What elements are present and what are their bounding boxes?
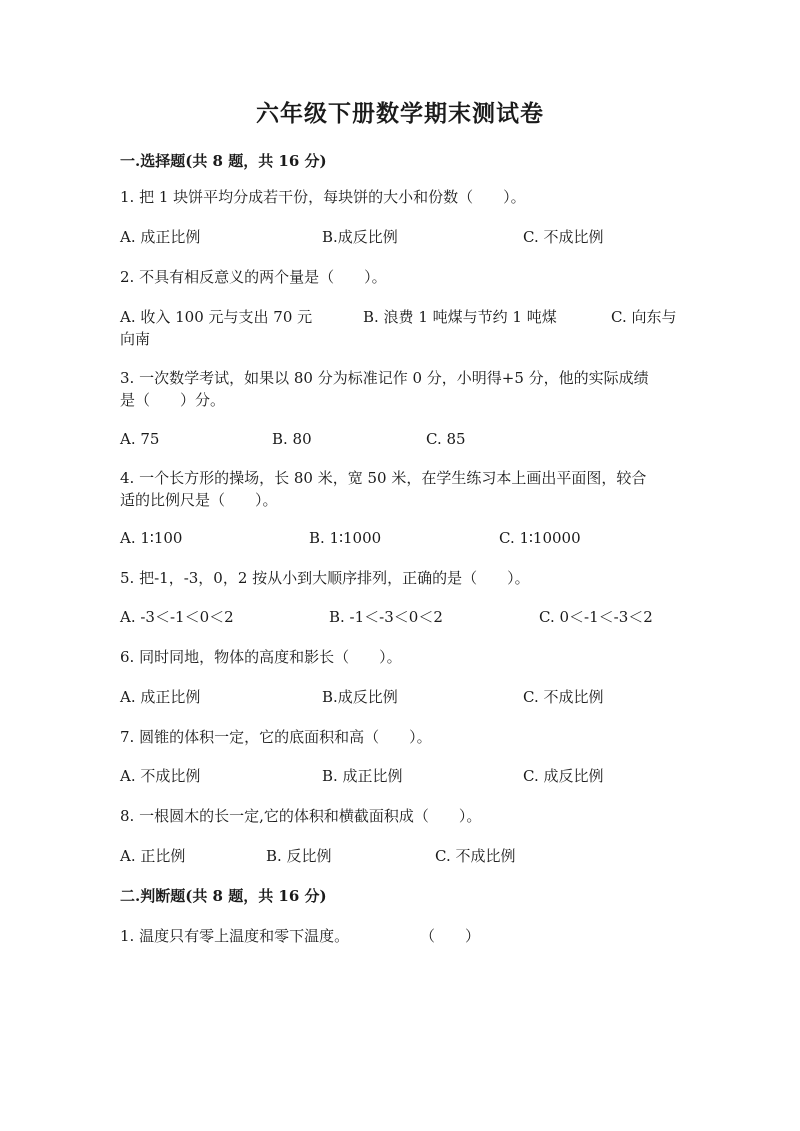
question-6: 6. 同时同地，物体的高度和影长（ ）。 xyxy=(120,648,402,666)
option-a: A. 1∶100 xyxy=(120,529,183,547)
option-a: A. 成正比例 xyxy=(120,688,201,706)
question-3 xyxy=(120,367,680,411)
option-c: C. 成反比例 xyxy=(523,767,604,785)
option-c: C. 0＜-1＜-3＜2 xyxy=(539,608,653,626)
option-b: B. 反比例 xyxy=(266,847,332,865)
question-5: 5. 把-1，-3，0，2 按从小到大顺序排列，正确的是（ ）。 xyxy=(120,569,530,587)
option-b: B. 1∶1000 xyxy=(309,529,382,547)
section-heading-choice: 一.选择题(共 8 题，共 16 分) xyxy=(120,152,327,170)
option-b: B.成反比例 xyxy=(322,688,398,706)
option-b: B. 成正比例 xyxy=(322,767,403,785)
options-2 xyxy=(120,306,690,350)
option-c-continued: 向南 xyxy=(120,330,151,348)
option-a: A. 成正比例 xyxy=(120,228,201,246)
options-8 xyxy=(120,845,690,867)
option-c: C. 85 xyxy=(426,430,466,448)
option-c: C. 向东与 xyxy=(611,308,677,326)
judgement-question-1-text: 1. 温度只有零上温度和零下温度。 xyxy=(120,927,350,945)
question-8: 8. 一根圆木的长一定,它的体积和横截面积成（ ）。 xyxy=(120,807,482,825)
option-a: A. 不成比例 xyxy=(120,767,201,785)
option-c: C. 不成比例 xyxy=(523,228,604,246)
options-1 xyxy=(120,226,690,248)
option-b: B. 80 xyxy=(272,430,312,448)
answer-bracket: （ ） xyxy=(420,927,481,945)
options-5 xyxy=(120,606,690,628)
page-title: 六年级下册数学期末测试卷 xyxy=(256,100,544,127)
option-a: A. 正比例 xyxy=(120,847,186,865)
question-1: 1. 把 1 块饼平均分成若干份，每块饼的大小和份数（ ）。 xyxy=(120,188,526,206)
question-4-line-2: 适的比例尺是（ ）。 xyxy=(120,491,278,509)
judgement-question-1 xyxy=(120,925,690,947)
option-c: C. 不成比例 xyxy=(523,688,604,706)
option-a: A. 75 xyxy=(120,430,160,448)
options-6 xyxy=(120,686,690,708)
question-7: 7. 圆锥的体积一定，它的底面积和高（ ）。 xyxy=(120,728,432,746)
question-4-line-1: 4. 一个长方形的操场，长 80 米，宽 50 米，在学生练习本上画出平面图，较合 xyxy=(120,469,647,487)
option-b: B. 浪费 1 吨煤与节约 1 吨煤 xyxy=(363,308,557,326)
question-3-line-1: 3. 一次数学考试，如果以 80 分为标准记作 0 分，小明得+5 分，他的实际成绩 xyxy=(120,369,649,387)
option-a: A. -3＜-1＜0＜2 xyxy=(120,608,234,626)
question-4 xyxy=(120,467,680,511)
option-a: A. 收入 100 元与支出 70 元 xyxy=(120,308,313,326)
question-3-line-2: 是（ ）分。 xyxy=(120,391,226,409)
option-c: C. 不成比例 xyxy=(435,847,516,865)
options-3 xyxy=(120,428,690,450)
options-4 xyxy=(120,527,690,549)
section-heading-judgement: 二.判断题(共 8 题，共 16 分) xyxy=(120,887,327,905)
options-7 xyxy=(120,765,690,787)
option-c: C. 1∶10000 xyxy=(499,529,581,547)
option-b: B. -1＜-3＜0＜2 xyxy=(329,608,443,626)
option-b: B.成反比例 xyxy=(322,228,398,246)
question-2: 2. 不具有相反意义的两个量是（ ）。 xyxy=(120,268,387,286)
